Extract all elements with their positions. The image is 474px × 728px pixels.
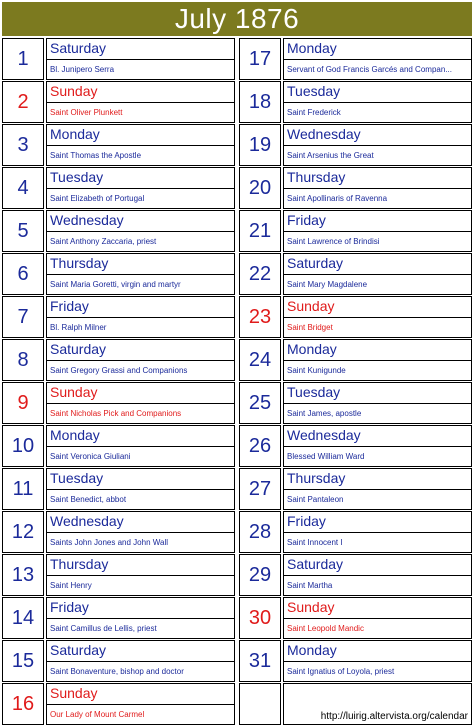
- saint-name: Saint Bonaventure, bishop and doctor: [46, 661, 235, 682]
- day-info: [46, 38, 235, 80]
- day-row: [239, 339, 472, 382]
- day-number: 17: [239, 38, 281, 80]
- day-info: [46, 468, 235, 510]
- saint-name: Saints John Jones and John Wall: [46, 532, 235, 553]
- weekday-label: Thursday: [46, 253, 235, 274]
- weekday-label: Monday: [283, 640, 472, 661]
- day-info: [46, 683, 235, 725]
- saint-name: Saint Nicholas Pick and Companions: [46, 403, 235, 424]
- weekday-label: Friday: [283, 210, 472, 231]
- day-number: 28: [239, 511, 281, 553]
- day-row: [239, 468, 472, 511]
- day-number: 2: [2, 81, 44, 123]
- right-column: [239, 38, 472, 726]
- saint-name: Saint Ignatius of Loyola, priest: [283, 661, 472, 682]
- day-number: 18: [239, 81, 281, 123]
- day-row: [2, 81, 235, 124]
- day-info: [283, 296, 472, 338]
- day-number: 12: [2, 511, 44, 553]
- day-number: 24: [239, 339, 281, 381]
- day-row: [239, 253, 472, 296]
- day-info: [283, 124, 472, 166]
- day-number: 21: [239, 210, 281, 252]
- day-info: [46, 511, 235, 553]
- day-info: [283, 210, 472, 252]
- saint-name: Saint Oliver Plunkett: [46, 102, 235, 123]
- day-number: 19: [239, 124, 281, 166]
- weekday-label: Tuesday: [283, 382, 472, 403]
- day-number: 4: [2, 167, 44, 209]
- weekday-label: Saturday: [283, 554, 472, 575]
- day-row: [239, 167, 472, 210]
- day-number: 26: [239, 425, 281, 467]
- saint-name: Saint Pantaleon: [283, 489, 472, 510]
- day-row: [2, 683, 235, 726]
- day-number: 16: [2, 683, 44, 725]
- source-url: http://luirig.altervista.org/calendar: [283, 683, 472, 725]
- weekday-label: Friday: [283, 511, 472, 532]
- weekday-label: Saturday: [283, 253, 472, 274]
- day-number: 9: [2, 382, 44, 424]
- day-info: [283, 468, 472, 510]
- day-number: 23: [239, 296, 281, 338]
- day-info: [46, 640, 235, 682]
- day-info: [46, 425, 235, 467]
- day-row: [2, 382, 235, 425]
- day-number: 3: [2, 124, 44, 166]
- day-info: [46, 382, 235, 424]
- saint-name: Servant of God Francis Garcés and Compan...: [283, 59, 472, 80]
- weekday-label: Tuesday: [46, 468, 235, 489]
- saint-name: Bl. Ralph Milner: [46, 317, 235, 338]
- day-row: [2, 640, 235, 683]
- day-number: 25: [239, 382, 281, 424]
- day-row: [2, 554, 235, 597]
- day-row: [239, 597, 472, 640]
- saint-name: Saint Arsenius the Great: [283, 145, 472, 166]
- weekday-label: Friday: [46, 597, 235, 618]
- left-column: [2, 38, 235, 726]
- day-number: 7: [2, 296, 44, 338]
- day-row: [2, 167, 235, 210]
- day-number: 13: [2, 554, 44, 596]
- day-info: [283, 640, 472, 682]
- day-row: [239, 554, 472, 597]
- weekday-label: Friday: [46, 296, 235, 317]
- weekday-label: Sunday: [46, 683, 235, 704]
- day-row: [2, 468, 235, 511]
- saint-name: Saint Martha: [283, 575, 472, 596]
- saint-name: Saint Innocent I: [283, 532, 472, 553]
- day-number: 10: [2, 425, 44, 467]
- day-number: 22: [239, 253, 281, 295]
- weekday-label: Thursday: [46, 554, 235, 575]
- saint-name: Saint Frederick: [283, 102, 472, 123]
- saint-name: Saint Apollinaris of Ravenna: [283, 188, 472, 209]
- day-info: [283, 425, 472, 467]
- day-row: [239, 425, 472, 468]
- day-info: [283, 81, 472, 123]
- weekday-label: Monday: [283, 38, 472, 59]
- weekday-label: Monday: [283, 339, 472, 360]
- day-info: [46, 124, 235, 166]
- weekday-label: Monday: [46, 124, 235, 145]
- weekday-label: Sunday: [46, 382, 235, 403]
- calendar-title: July 1876: [2, 2, 472, 36]
- day-row: [239, 640, 472, 683]
- day-info: [46, 597, 235, 639]
- day-number: 6: [2, 253, 44, 295]
- saint-name: Blessed William Ward: [283, 446, 472, 467]
- day-row: [2, 597, 235, 640]
- day-number: 31: [239, 640, 281, 682]
- day-info: [283, 597, 472, 639]
- saint-name: Saint Benedict, abbot: [46, 489, 235, 510]
- day-row: [239, 210, 472, 253]
- weekday-label: Tuesday: [46, 167, 235, 188]
- weekday-label: Sunday: [283, 296, 472, 317]
- saint-name: Saint Anthony Zaccaria, priest: [46, 231, 235, 252]
- day-number: 20: [239, 167, 281, 209]
- weekday-label: Sunday: [283, 597, 472, 618]
- day-info: [283, 253, 472, 295]
- day-row: [2, 124, 235, 167]
- saint-name: Saint Mary Magdalene: [283, 274, 472, 295]
- day-info: [283, 167, 472, 209]
- day-number: 15: [2, 640, 44, 682]
- day-number: 5: [2, 210, 44, 252]
- weekday-label: Sunday: [46, 81, 235, 102]
- saint-name: Saint Henry: [46, 575, 235, 596]
- saint-name: Saint Maria Goretti, virgin and martyr: [46, 274, 235, 295]
- day-info: [283, 339, 472, 381]
- saint-name: Bl. Junipero Serra: [46, 59, 235, 80]
- day-row: [2, 253, 235, 296]
- day-info: [46, 253, 235, 295]
- blank-cell: [239, 683, 281, 725]
- day-info: [283, 38, 472, 80]
- day-row: [239, 296, 472, 339]
- saint-name: Saint Thomas the Apostle: [46, 145, 235, 166]
- day-info: [283, 554, 472, 596]
- weekday-label: Wednesday: [46, 210, 235, 231]
- weekday-label: Saturday: [46, 339, 235, 360]
- day-number: 27: [239, 468, 281, 510]
- day-number: 29: [239, 554, 281, 596]
- weekday-label: Monday: [46, 425, 235, 446]
- saint-name: Saint Lawrence of Brindisi: [283, 231, 472, 252]
- day-number: 30: [239, 597, 281, 639]
- day-row: [239, 81, 472, 124]
- day-row: [2, 38, 235, 81]
- weekday-label: Saturday: [46, 640, 235, 661]
- day-number: 14: [2, 597, 44, 639]
- footer-row: [239, 683, 472, 726]
- day-row: [2, 210, 235, 253]
- saint-name: Saint Bridget: [283, 317, 472, 338]
- day-row: [2, 296, 235, 339]
- saint-name: Saint Gregory Grassi and Companions: [46, 360, 235, 381]
- day-info: [46, 339, 235, 381]
- day-number: 8: [2, 339, 44, 381]
- day-row: [239, 124, 472, 167]
- day-info: [283, 511, 472, 553]
- day-info: [46, 554, 235, 596]
- day-row: [2, 511, 235, 554]
- saint-name: Saint Camillus de Lellis, priest: [46, 618, 235, 639]
- saint-name: Saint Leopold Mandic: [283, 618, 472, 639]
- saint-name: Our Lady of Mount Carmel: [46, 704, 235, 725]
- day-number: 1: [2, 38, 44, 80]
- weekday-label: Saturday: [46, 38, 235, 59]
- weekday-label: Thursday: [283, 468, 472, 489]
- weekday-label: Wednesday: [46, 511, 235, 532]
- day-number: 11: [2, 468, 44, 510]
- day-info: [46, 81, 235, 123]
- weekday-label: Wednesday: [283, 425, 472, 446]
- saint-name: Saint Elizabeth of Portugal: [46, 188, 235, 209]
- weekday-label: Tuesday: [283, 81, 472, 102]
- day-row: [239, 38, 472, 81]
- day-info: [46, 210, 235, 252]
- day-row: [2, 425, 235, 468]
- day-info: [46, 167, 235, 209]
- saint-name: Saint Kunigunde: [283, 360, 472, 381]
- day-row: [2, 339, 235, 382]
- weekday-label: Wednesday: [283, 124, 472, 145]
- day-row: [239, 382, 472, 425]
- day-info: [283, 382, 472, 424]
- saint-name: Saint Veronica Giuliani: [46, 446, 235, 467]
- day-info: [46, 296, 235, 338]
- saint-name: Saint James, apostle: [283, 403, 472, 424]
- day-row: [239, 511, 472, 554]
- weekday-label: Thursday: [283, 167, 472, 188]
